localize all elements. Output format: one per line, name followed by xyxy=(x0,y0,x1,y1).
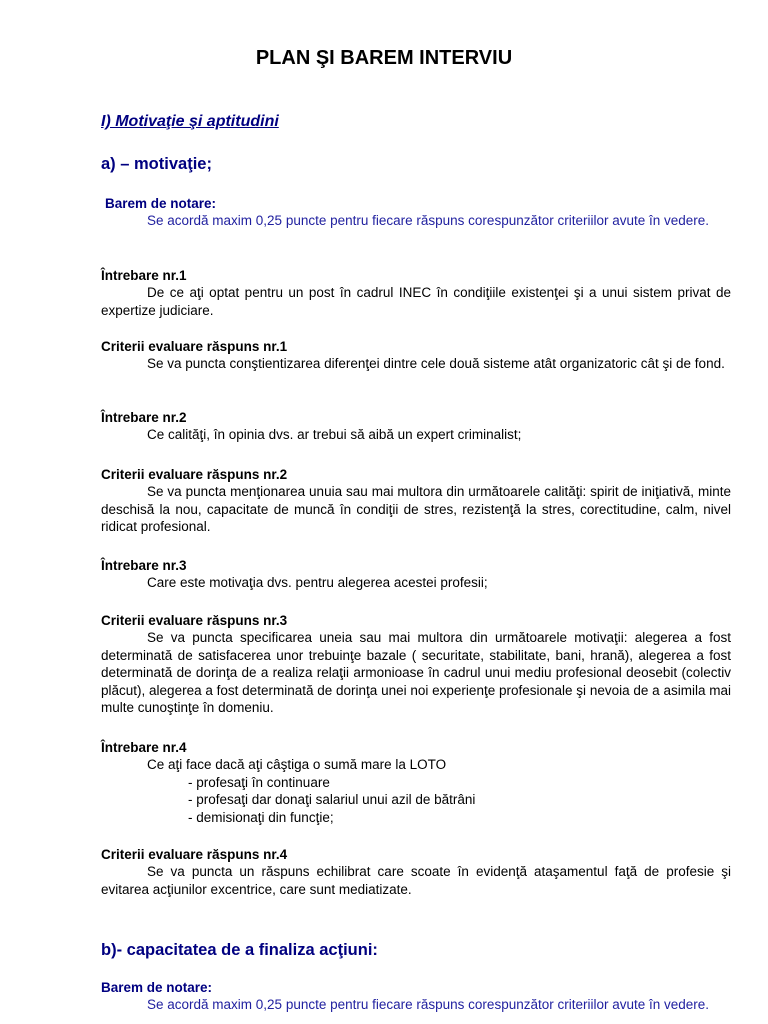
barem-b-label: Barem de notare: xyxy=(101,980,213,995)
question-3-text: Care este motivaţia dvs. pentru alegerea acestei profesii; xyxy=(147,575,488,590)
criteria-1-block xyxy=(101,338,731,373)
question-1-text: De ce aţi optat pentru un post în cadrul INEC în condiţiile existenţei şi a unui sistem privat de expertize judiciare. xyxy=(101,285,731,318)
question-2-block xyxy=(101,409,731,444)
barem-a-label: Barem de notare: xyxy=(105,196,217,211)
subsection-a-title: a) – motivaţie; xyxy=(101,155,212,173)
criteria-3-block xyxy=(101,612,731,717)
criteria-2-label: Criterii evaluare răspuns nr.2 xyxy=(101,467,288,482)
question-3-label: Întrebare nr.3 xyxy=(101,558,187,573)
criteria-2-block xyxy=(101,466,731,536)
criteria-4-block xyxy=(101,846,731,898)
question-4-text: Ce aţi face dacă aţi câştiga o sumă mare la LOTO xyxy=(147,757,447,772)
criteria-4-label: Criterii evaluare răspuns nr.4 xyxy=(101,847,288,862)
criteria-2-text: Se va puncta menţionarea unuia sau mai multora din următoarele calităţi: spirit de iniţiativă, minte deschisă la nou, capacitate de muncă în condiţii de stres, rezistenţă la stres, corectitudine, calm, nivel ridicat profesional. xyxy=(101,484,731,534)
answer-option: - demisionaţi din funcţie; xyxy=(188,809,334,825)
criteria-4-text: Se va puncta un răspuns echilibrat care scoate în evidenţă ataşamentul faţă de profesie şi evitarea acţiunilor excentrice, care sunt mediatizate. xyxy=(101,864,731,897)
answer-options-list xyxy=(101,774,731,827)
criteria-3-text: Se va puncta specificarea uneia sau mai multora din următoarele motivaţii: alegerea a fost determinată de satisfacerea unor trebuinţe bazale ( securitate, stabilitate, bani, hrană), alegerea a fost determinată de dorinţa de a realiza relaţii armonioase în cadrul unui mediu profesional deosebit (colectiv plăcut), alegerea a fost determinată de dorinţa unei noi experienţe profesionale şi nevoia de a asimila mai multe cunoştinţe în domeniu. xyxy=(101,630,731,715)
criteria-1-text: Se va puncta conştientizarea diferenţei dintre cele două sisteme atât organizatoric cât şi de fond. xyxy=(147,356,725,371)
barem-b-block xyxy=(101,979,731,1014)
barem-a-text: Se acordă maxim 0,25 puncte pentru fiecare răspuns corespunzător criteriilor avute în vedere. xyxy=(147,213,710,228)
subsection-b-title: b)- capacitatea de a finaliza acţiuni: xyxy=(101,941,378,959)
page-title: PLAN ŞI BAREM INTERVIU xyxy=(255,47,513,69)
barem-b-text: Se acordă maxim 0,25 puncte pentru fiecare răspuns corespunzător criteriilor avute în vedere. xyxy=(147,997,710,1012)
barem-a-block xyxy=(101,195,731,230)
question-2-text: Ce calităţi, în opinia dvs. ar trebui să aibă un expert criminalist; xyxy=(147,427,522,442)
criteria-1-label: Criterii evaluare răspuns nr.1 xyxy=(101,339,288,354)
question-3-block xyxy=(101,557,731,592)
question-1-label: Întrebare nr.1 xyxy=(101,268,187,283)
criteria-3-label: Criterii evaluare răspuns nr.3 xyxy=(101,613,288,628)
question-4-block xyxy=(101,739,731,826)
question-4-label: Întrebare nr.4 xyxy=(101,740,187,755)
question-1-block xyxy=(101,267,731,319)
answer-option: - profesaţi dar donaţi salariul unui azil de bătrâni xyxy=(188,792,476,807)
answer-option: - profesaţi în continuare xyxy=(188,774,330,790)
section-title: I) Motivaţie şi aptitudini xyxy=(101,113,279,130)
question-2-label: Întrebare nr.2 xyxy=(101,410,187,425)
